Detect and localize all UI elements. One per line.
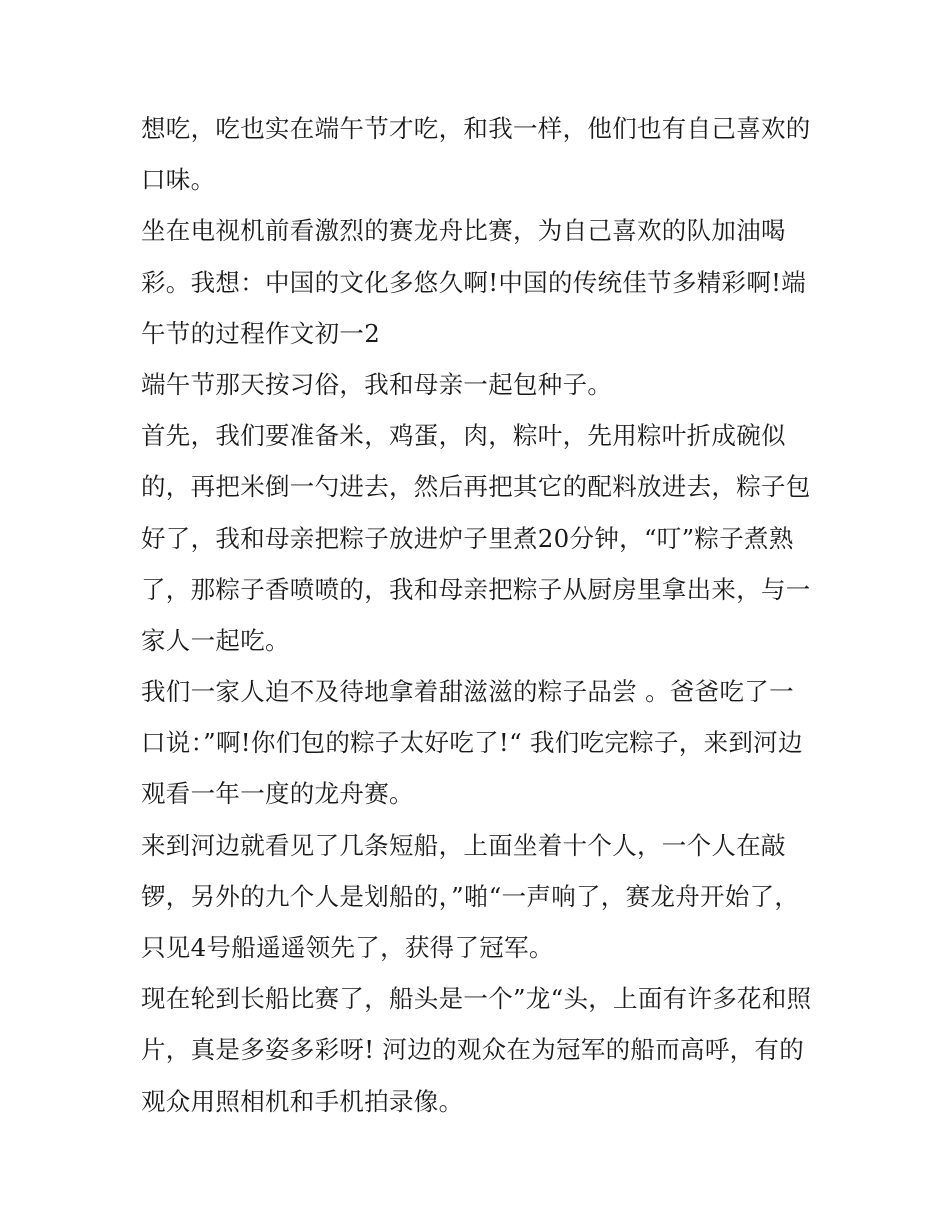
paragraph — [141, 820, 821, 974]
paragraph — [141, 359, 821, 410]
text-line: 首先，我们要准备米，鸡蛋，肉，粽叶，先用粽叶折成碗似 — [141, 421, 786, 451]
text-line: 午节的过程作文初一2 — [141, 318, 381, 348]
text-line: 片，真是多姿多彩呀! 河边的观众在为冠军的船而高呼，有的 — [141, 1035, 805, 1065]
text-line: 口说：”啊!你们包的粽子太好吃了!“ 我们吃完粽子，来到河边 — [141, 728, 803, 758]
text-line: 了，那粽子香喷喷的，我和母亲把粽子从厨房里拿出来，与一 — [141, 574, 811, 604]
text-line: 我们一家人迫不及待地拿着甜滋滋的粽子品尝 。爸爸吃了一 — [141, 677, 794, 707]
paragraph — [141, 205, 821, 359]
text-line: 只见4号船遥遥领先了，获得了冠军。 — [141, 933, 554, 962]
document-body — [141, 103, 821, 1127]
paragraph — [141, 410, 821, 666]
text-line: 现在轮到长船比赛了，船头是一个”龙“头，上面有许多花和照 — [141, 984, 812, 1014]
text-line: 端午节那天按习俗，我和母亲一起包种子。 — [141, 369, 613, 399]
text-line: 彩。我想：中国的文化多悠久啊!中国的传统佳节多精彩啊!端 — [141, 267, 807, 297]
text-line: 口味。 — [141, 165, 216, 195]
text-line: 观众用照相机和手机拍录像。 — [141, 1086, 464, 1116]
text-line: 想吃，吃也实在端午节才吃，和我一样，他们也有自己喜欢的 — [141, 114, 811, 143]
text-line: 坐在电视机前看激烈的赛龙舟比赛，为自己喜欢的队加油喝 — [141, 216, 786, 246]
paragraph — [141, 666, 821, 820]
paragraph — [141, 103, 821, 205]
text-line: 锣，另外的九个人是划船的，”啪“一声响了，赛龙舟开始了， — [141, 881, 800, 911]
text-line: 来到河边就看见了几条短船，上面坐着十个人，一个人在敲 — [141, 830, 786, 860]
text-line: 观看一年一度的龙舟赛。 — [141, 779, 414, 809]
paragraph — [141, 973, 821, 1127]
text-line: 好了，我和母亲把粽子放进炉子里煮20分钟，“叮”粽子煮熟 — [141, 523, 794, 553]
text-line: 的，再把米倒一勺进去，然后再把其它的配料放进去，粽子包 — [141, 472, 811, 502]
text-line: 家人一起吃。 — [141, 625, 290, 655]
